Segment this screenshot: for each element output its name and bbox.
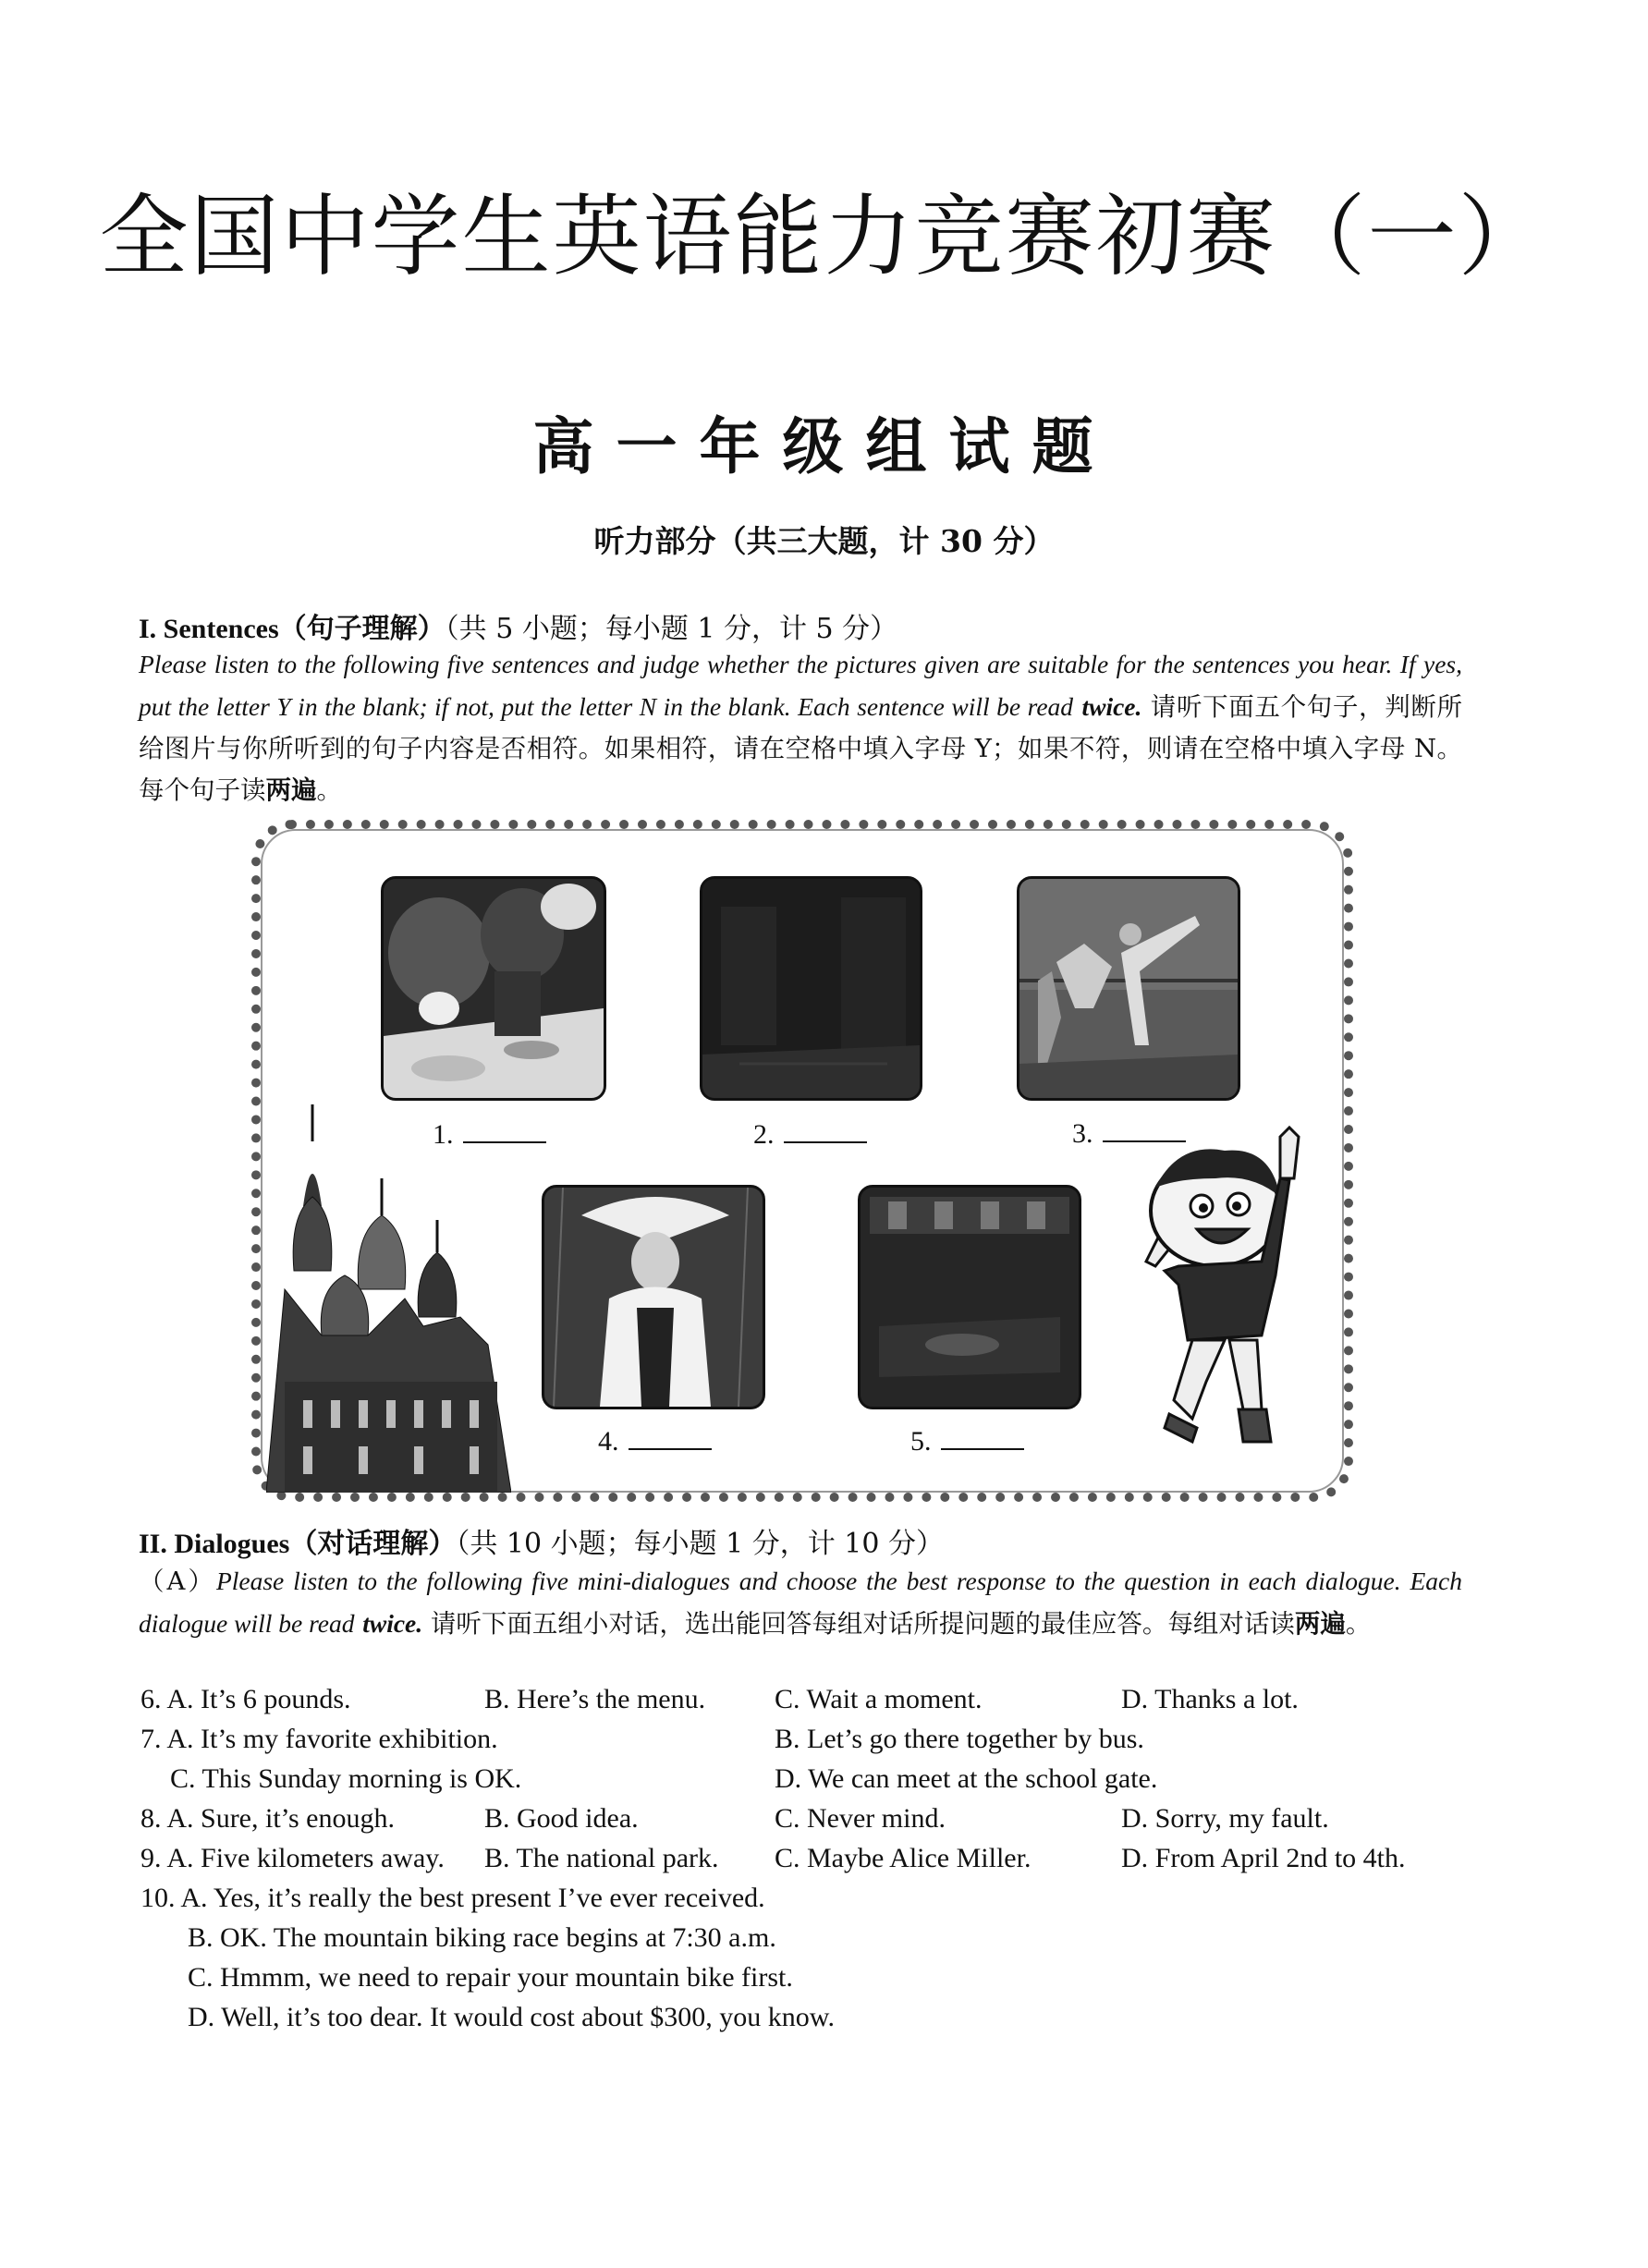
dark-photo	[700, 876, 922, 1101]
jumping-boy-icon	[1141, 1123, 1303, 1474]
cathedral-icon	[266, 1104, 511, 1493]
q10-option-c: C. Hmmm, we need to repair your mountain bike first.	[188, 1962, 793, 1993]
dark-table-photo	[858, 1185, 1081, 1409]
picture-2-label: 2.	[753, 1119, 775, 1150]
section1-instructions	[139, 643, 1462, 811]
q7-option-c: C. This Sunday morning is OK.	[170, 1763, 522, 1794]
main-title: 全国中学生英语能力竞赛初赛（一）	[99, 185, 1549, 288]
sub-title: 高一年级组试题	[532, 410, 1116, 482]
q8-option-b: B. Good idea.	[484, 1803, 639, 1834]
q10-option-a: 10. A. Yes, it’s really the best present I’ve ever received.	[140, 1883, 765, 1913]
rain-woman-photo	[542, 1185, 765, 1409]
section1-instr-bold: twice.	[1081, 692, 1142, 721]
section2-heading	[139, 1520, 944, 1561]
q6-option-a: 6. A. It’s 6 pounds.	[140, 1684, 351, 1714]
q9-option-a: 9. A. Five kilometers away.	[140, 1843, 445, 1873]
q6-option-b: B. Here’s the menu.	[484, 1684, 706, 1714]
q7-option-b: B. Let’s go there together by bus.	[775, 1724, 1144, 1754]
q10-option-b: B. OK. The mountain biking race begins at 7:30 a.m.	[188, 1922, 776, 1953]
ballet-photo	[1017, 876, 1240, 1101]
q9-option-c: C. Maybe Alice Miller.	[775, 1843, 1032, 1873]
section1-heading	[139, 605, 897, 646]
part-title: 听力部分（共三大题，计 30 分）	[593, 523, 1055, 559]
q8-option-c: C. Never mind.	[775, 1803, 946, 1834]
section2-instr-bold: twice.	[362, 1609, 423, 1638]
q6-option-c: C. Wait a moment.	[775, 1684, 983, 1714]
section1-instr-en: Please listen to the following five sentences and judge whether the pictures given are suitable for the sentences you hear. If yes, put the letter Y in the blank; if not, put the letter N in the blank. Each sentence will be read	[139, 650, 1462, 721]
section2-instr-cn-bold: 两遍	[1294, 1609, 1346, 1639]
section2-title-info: （共 10 小题；每小题 1 分，计 10 分）	[456, 1528, 945, 1560]
q9-option-b: B. The national park.	[484, 1843, 719, 1873]
q8-option-d: D. Sorry, my fault.	[1121, 1803, 1329, 1834]
q6-option-d: D. Thanks a lot.	[1121, 1684, 1299, 1714]
q7-option-a: 7. A. It’s my favorite exhibition.	[140, 1724, 498, 1754]
q9-option-d: D. From April 2nd to 4th.	[1121, 1843, 1406, 1873]
section1-title-en: I. Sentences	[139, 614, 279, 644]
section2-instr-cn: 请听下面五组小对话，选出能回答每组对话所提问题的最佳应答。每组对话读	[430, 1609, 1295, 1639]
picture-4-blank[interactable]	[598, 1426, 712, 1457]
section2-instr-cn-end: 。	[1345, 1609, 1372, 1639]
picture-2-blank[interactable]	[753, 1119, 867, 1151]
picture-3-label: 3.	[1072, 1118, 1093, 1149]
section1-instr-cn-bold: 两遍	[265, 775, 317, 805]
picture-5-blank[interactable]	[910, 1426, 1024, 1457]
section2-title-cn: （对话理解）	[289, 1528, 457, 1560]
section1-title-info: （共 5 小题；每小题 1 分，计 5 分）	[445, 613, 898, 645]
section1-instr-cn-end: 。	[316, 775, 342, 805]
section2-part-label: （A）	[139, 1567, 216, 1596]
section2-instructions	[139, 1560, 1462, 1645]
section2-instr-en: Please listen to the following five mini-dialogues and choose the best response to the question in each dialogue. Each dialogue will be read	[139, 1567, 1462, 1638]
picture-5-label: 5.	[910, 1426, 932, 1457]
q7-option-d: D. We can meet at the school gate.	[775, 1763, 1158, 1794]
restaurant-photo	[381, 876, 606, 1101]
section1-instr-cn: 请听下面五个句子，判断所给图片与你所听到的句子内容是否相符。如果相符，请在空格中填入字母 Y；如果不符，则请在空格中填入字母 N。每个句子读	[139, 692, 1463, 805]
q8-option-a: 8. A. Sure, it’s enough.	[140, 1803, 395, 1834]
q10-option-d: D. Well, it’s too dear. It would cost about $300, you know.	[188, 2002, 836, 2032]
section1-title-cn: （句子理解）	[278, 613, 446, 645]
picture-1-label: 1.	[433, 1119, 454, 1150]
picture-4-label: 4.	[598, 1426, 619, 1457]
section2-title-en: II. Dialogues	[139, 1529, 290, 1559]
